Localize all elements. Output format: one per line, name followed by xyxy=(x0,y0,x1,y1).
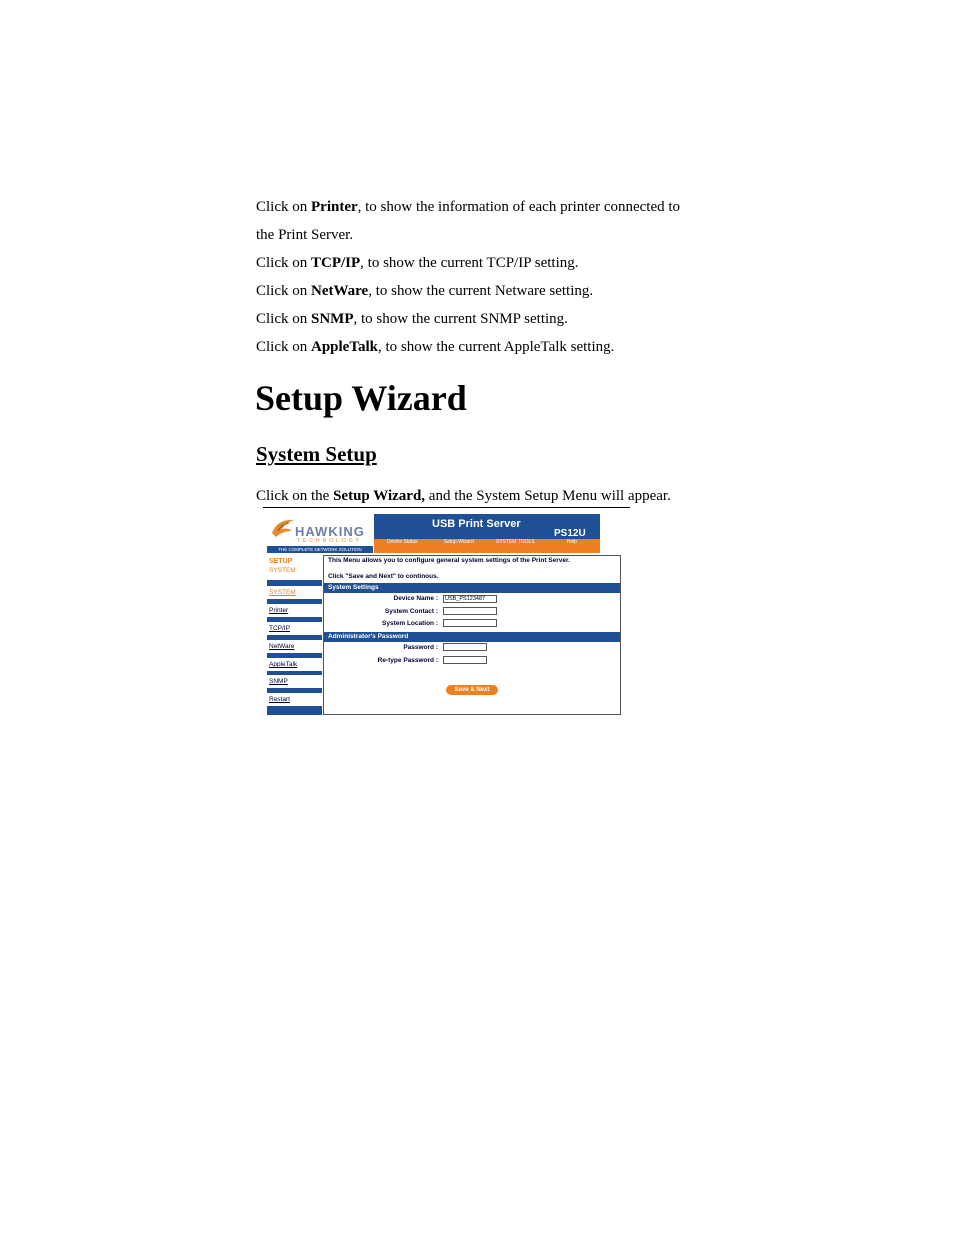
password-field[interactable] xyxy=(443,643,487,651)
text: , to show the information of each printer connected to xyxy=(357,199,681,215)
retype-password-field[interactable] xyxy=(443,656,487,664)
text: Click on xyxy=(256,283,311,299)
text: , to show the current TCP/IP setting. xyxy=(360,255,579,271)
text: Click on xyxy=(256,255,311,271)
product-title: USB Print Server xyxy=(432,518,521,530)
device-name-label: Device Name : xyxy=(393,595,438,602)
sidebar-item-restart[interactable]: Restart xyxy=(267,693,322,706)
bold-term: TCP/IP xyxy=(311,255,361,271)
section-heading: Setup Wizard xyxy=(255,378,467,418)
bold-term: AppleTalk xyxy=(311,339,378,355)
bold-term: Printer xyxy=(311,199,358,215)
sidebar-item-appletalk[interactable]: AppleTalk xyxy=(267,658,322,671)
sidebar-subtitle: SYSTEM xyxy=(269,567,296,574)
sidebar-item-snmp[interactable]: SNMP xyxy=(267,675,322,688)
logo-tagline: THE COMPLETE NETWORK SOLUTION xyxy=(267,546,373,553)
model-name: PS12U xyxy=(554,528,586,539)
paragraph-setup-wizard xyxy=(256,486,671,506)
system-location-field[interactable] xyxy=(443,619,497,627)
sidebar-item-printer[interactable]: Printer xyxy=(267,604,322,617)
device-name-field[interactable] xyxy=(443,595,497,603)
sidebar-item-netware[interactable]: NetWare xyxy=(267,640,322,653)
text: , to show the current Netware setting. xyxy=(368,283,594,299)
setup-wizard-screenshot xyxy=(265,512,623,717)
sidebar-item-tcpip[interactable]: TCP/IP xyxy=(267,622,322,635)
text: Click on xyxy=(256,311,311,327)
section-admin-password: Administrator's Password xyxy=(324,632,620,642)
paragraph-snmp xyxy=(256,309,568,329)
text: Click on the xyxy=(256,488,334,504)
hawk-icon xyxy=(270,517,296,539)
paragraph-printer xyxy=(256,197,680,217)
sidebar xyxy=(267,555,322,715)
nav-system-tools[interactable]: SYSTEM TOOLS xyxy=(495,539,535,545)
intro-text: This Menu allows you to configure general system settings of the Print Server. xyxy=(328,557,570,564)
paragraph-appletalk xyxy=(256,337,614,357)
text: , to show the current AppleTalk setting. xyxy=(377,339,615,355)
system-contact-label: System Contact : xyxy=(384,608,438,615)
sidebar-item-system[interactable]: SYSTEM xyxy=(267,586,322,599)
text: Click on xyxy=(256,199,311,215)
top-nav xyxy=(374,539,600,553)
text: , to show the current SNMP setting. xyxy=(353,311,568,327)
paragraph-tcpip xyxy=(256,253,579,273)
retype-password-label: Re-type Password : xyxy=(377,657,438,664)
paragraph-printer-cont: the Print Server. xyxy=(256,227,354,243)
password-label: Password : xyxy=(403,644,438,651)
sidebar-title: SETUP xyxy=(269,558,293,565)
paragraph-netware xyxy=(256,281,593,301)
instruction-text: Click "Save and Next" to continous. xyxy=(328,573,439,580)
text: Click on xyxy=(256,339,311,355)
logo-subtitle: TECHNOLOGY xyxy=(297,538,363,544)
nav-setup-wizard[interactable]: Setup Wizard xyxy=(443,539,474,545)
text: and the System Setup Menu will appear. xyxy=(425,488,671,504)
nav-help[interactable]: Help xyxy=(566,539,577,545)
subsection-heading: System Setup xyxy=(256,442,377,466)
nav-device-status[interactable]: Device Status xyxy=(386,539,418,545)
bold-term: Setup Wizard, xyxy=(333,488,426,504)
bold-term: SNMP xyxy=(311,311,354,327)
main-panel xyxy=(323,555,621,715)
save-next-button[interactable]: Save & Next xyxy=(446,685,498,695)
system-location-label: System Location : xyxy=(382,620,438,627)
bold-term: NetWare xyxy=(311,283,369,299)
divider xyxy=(263,507,630,508)
section-system-settings: System Settings xyxy=(324,583,620,593)
system-contact-field[interactable] xyxy=(443,607,497,615)
header-banner xyxy=(374,514,600,539)
logo-wordmark: HAWKING xyxy=(295,524,365,539)
sidebar-header xyxy=(267,555,322,581)
